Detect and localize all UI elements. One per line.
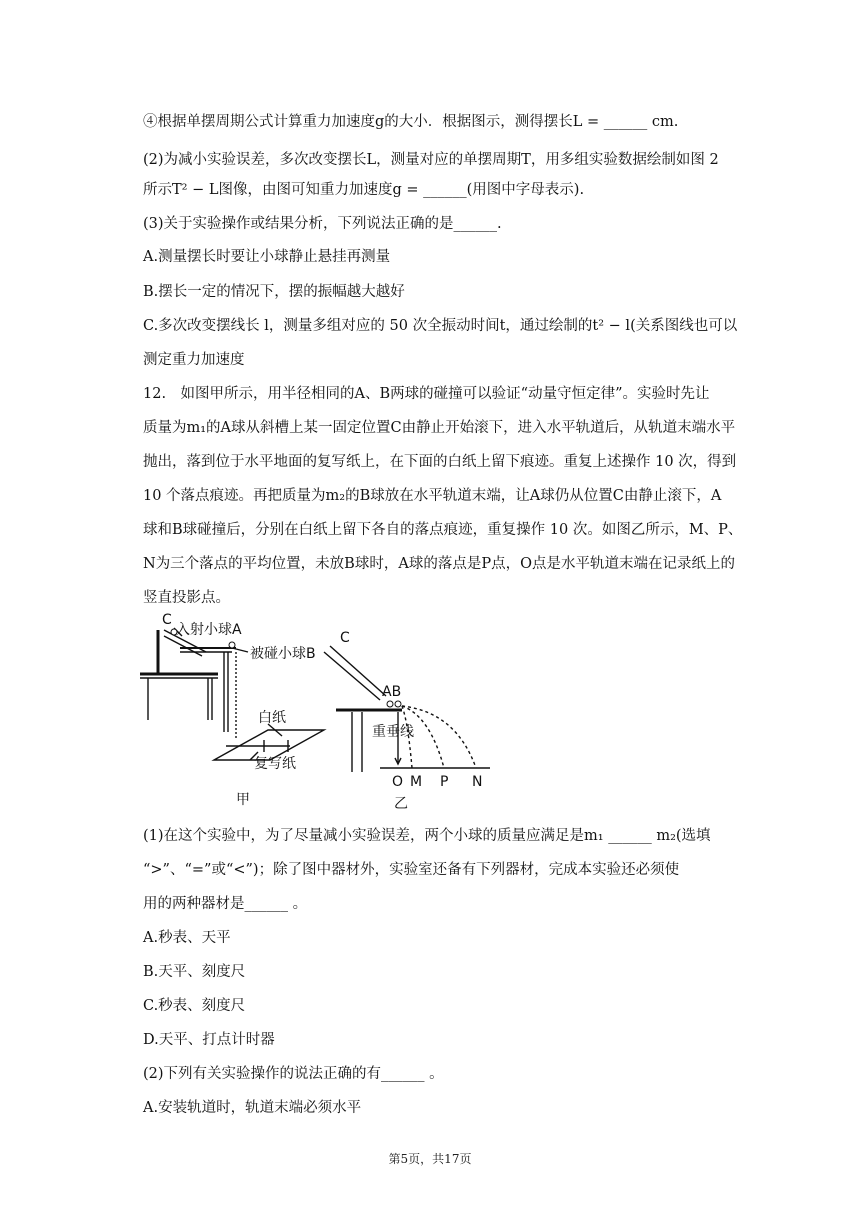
label-c-left: C bbox=[162, 612, 172, 628]
text-line-q12-p1A: A.秒表、天平 bbox=[143, 930, 231, 946]
text-line-q12-6: N为三个落点的平均位置，未放B球时，A球的落点是P点，O点是水平轨道末端在记录纸上的 bbox=[143, 556, 735, 572]
text-line-q12-p1D: D.天平、打点计时器 bbox=[143, 1032, 275, 1048]
ball-b-icon bbox=[229, 642, 235, 648]
label-jia: 甲 bbox=[236, 792, 250, 808]
text-line-q12-p1b: “>”、“=”或“<”)；除了图中器材外，实验室还备有下列器材，完成本实验还必须使 bbox=[143, 862, 680, 878]
text-line-q11-3c1: C.多次改变摆线长 l，测量多组对应的 50 次全振动时间t，通过绘制的t² − l(关系图线也可以 bbox=[143, 318, 738, 334]
label-white-paper: 白纸 bbox=[258, 710, 286, 726]
label-n: N bbox=[472, 774, 483, 790]
text-line-q12-7: 竖直投影点。 bbox=[143, 590, 230, 606]
text-line-q12-2: 质量为m₁的A球从斜槽上某一固定位置C由静止开始滚下，进入水平轨道后，从轨道末端水平 bbox=[143, 420, 736, 436]
label-p: P bbox=[440, 774, 449, 790]
text-line-q12-p1B: B.天平、刻度尺 bbox=[143, 964, 246, 980]
experiment-figure bbox=[140, 612, 500, 812]
text-line-q12-1: 12. 如图甲所示，用半径相同的A、B两球的碰撞可以验证“动量守恒定律”。实验时先让 bbox=[143, 386, 710, 402]
text-line-q11-3c2: 测定重力加速度 bbox=[143, 352, 245, 368]
label-plumb-line: 重垂线 bbox=[372, 724, 414, 740]
text-line-q12-4: 10 个落点痕迹。再把质量为m₂的B球放在水平轨道末端，让A球仍从位置C由静止滚下，A bbox=[143, 488, 722, 504]
text-line-q11-2a: (2)为减小实验误差，多次改变摆长L，测量对应的单摆周期T，用多组实验数据绘制如图 2 bbox=[143, 152, 719, 168]
text-line-q11-2b: 所示T² − L图像，由图可知重力加速度g = ______(用图中字母表示). bbox=[143, 182, 585, 198]
ball-b2-icon bbox=[395, 701, 401, 707]
label-o: O bbox=[392, 774, 404, 790]
text-line-q11-3a: A.测量摆长时要让小球静止悬挂再测量 bbox=[143, 249, 391, 265]
label-incident-ball: 入射小球A bbox=[176, 622, 242, 638]
text-line-q11-3b: B.摆长一定的情况下，摆的振幅越大越好 bbox=[143, 284, 405, 300]
label-target-ball: 被碰小球B bbox=[250, 646, 316, 662]
label-ab: AB bbox=[382, 684, 402, 700]
text-line-q12-p1a: (1)在这个实验中，为了尽量减小实验误差，两个小球的质量应满足是m₁ ______ m₂(选填 bbox=[143, 828, 711, 844]
figure-yi bbox=[324, 646, 490, 772]
label-c-right: C bbox=[340, 630, 350, 646]
text-line-q12-p2: (2)下列有关实验操作的说法正确的有______ 。 bbox=[143, 1066, 444, 1082]
text-line-q12-3: 抛出，落到位于水平地面的复写纸上，在下面的白纸上留下痕迹。重复上述操作 10 次，得到 bbox=[143, 454, 737, 470]
ball-a2-icon bbox=[387, 701, 393, 707]
label-yi: 乙 bbox=[394, 796, 408, 812]
text-line-q11-step4: ④根据单摆周期公式计算重力加速度g的大小．根据图示，测得摆长L = ______ cm. bbox=[143, 114, 679, 130]
text-line-q11-3: (3)关于实验操作或结果分析，下列说法正确的是______. bbox=[143, 216, 502, 232]
page-footer: 第5页，共17页 bbox=[388, 1152, 472, 1166]
label-carbon-paper: 复写纸 bbox=[254, 756, 296, 772]
text-line-q12-5: 球和B球碰撞后，分别在白纸上留下各自的落点痕迹，重复操作 10 次。如图乙所示，M、P、 bbox=[143, 522, 743, 538]
text-line-q12-p1c: 用的两种器材是______ 。 bbox=[143, 896, 308, 912]
label-m: M bbox=[410, 774, 423, 790]
text-line-q12-p1C: C.秒表、刻度尺 bbox=[143, 998, 246, 1014]
text-line-q12-p2A: A.安装轨道时，轨道末端必须水平 bbox=[143, 1100, 362, 1116]
